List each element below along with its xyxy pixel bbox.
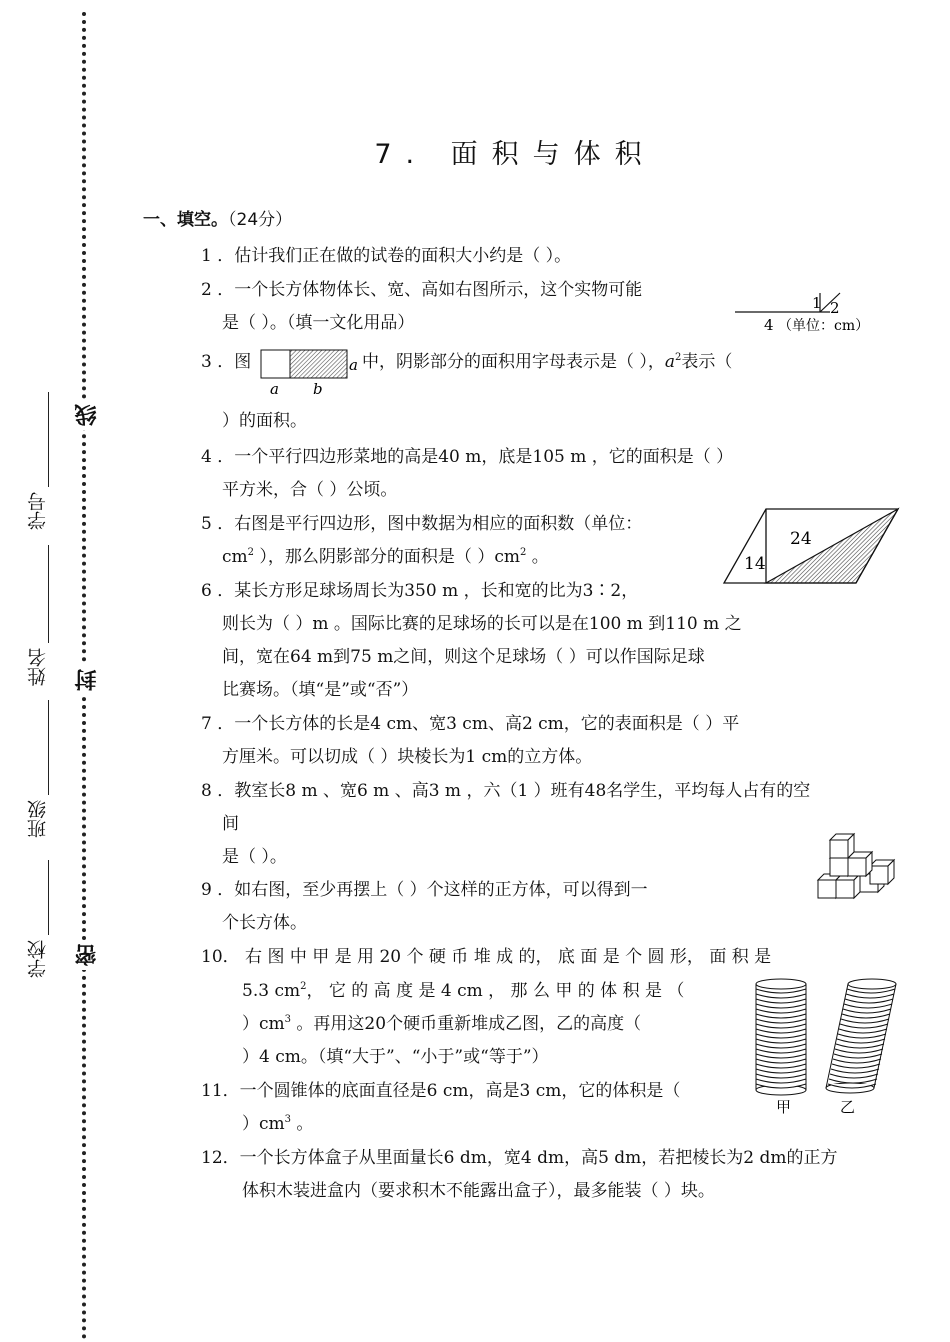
school-label: 学校 [27, 940, 49, 978]
school-blank [48, 860, 49, 935]
q5-line2 [222, 546, 549, 568]
name-label: 姓名 [27, 648, 49, 686]
q11-line1: 11．一个圆锥体的底面直径是6 cm，高是3 cm，它的体积是（ [201, 1081, 681, 1101]
q3-prefix: 3 ．图 [201, 352, 252, 372]
q6-line1: 6 ．某长方形足球场周长为350 m ，长和宽的比为3∶2， [201, 581, 639, 601]
q12-line2: 体积木装进盒内（要求积木不能露出盒子），最多能装（ ）块。 [242, 1181, 715, 1201]
q2-fig-unit: （单位：cm） [778, 318, 870, 334]
q3-mid: 中，阴影部分的面积用字母表示是（ ）， [362, 352, 665, 372]
q7-line2: 方厘米。可以切成（ ）块棱长为1 cm的立方体。 [222, 747, 593, 767]
q10-line1: 10． 右 图 中 甲 是 用 20 个 硬 币 堆 成 的， 底 面 是 个 圆 形， 面 积 是 [201, 947, 772, 967]
q10-tail: 。再用这20个硬币重新堆成乙图，乙的高度（ [291, 1014, 642, 1034]
q9-line1: 9 ．如右图，至少再摆上（ ）个这样的正方体，可以得到一 [201, 880, 648, 900]
q4-line1: 4 ．一个平行四边形菜地的高是40 m，底是105 m ，它的面积是（ ） [201, 447, 734, 467]
q10-exp1: 2 [300, 981, 307, 992]
q1-line: 1 ．估计我们正在做的试卷的面积大小约是（ ）。 [201, 246, 572, 266]
q5-unit: cm [222, 547, 248, 567]
q5-mid: ），那么阴影部分的面积是（ ）cm [254, 547, 520, 567]
q10-fig-jia: 甲 [776, 1098, 792, 1116]
q9-cubes-figure [814, 828, 898, 904]
q3-tail: 表示（ [681, 352, 733, 372]
seal-xian: 线 [72, 400, 103, 430]
number-label: 学号 [27, 492, 49, 530]
q5-line1: 5 ．右图是平行四边形，图中数据为相应的面积数（单位： [201, 514, 643, 534]
q5-end: 。 [526, 547, 549, 567]
q8-line1: 8 ．教室长8 m 、宽6 m 、高3 m ，六（1 ）班有48名学生，平均每人占有的空 [201, 781, 811, 801]
q8-line3: 是（ ）。 [222, 847, 287, 867]
q5-parallelogram-figure [722, 504, 902, 586]
q3-line2: ）的面积。 [222, 411, 307, 431]
page-title: 7. 面积与体积 [374, 139, 656, 170]
q2-fig-length: 4 [764, 316, 774, 334]
section-heading-text: 一、填空。 [143, 210, 228, 230]
q11-end: 。 [291, 1114, 314, 1134]
q9-line2: 个长方体。 [222, 913, 307, 933]
q10-fig-yi: 乙 [840, 1098, 856, 1116]
q6-line3: 间，宽在64 m到75 m之间，则这个足球场（ ）可以作国际足球 [222, 647, 705, 667]
q2-cuboid-figure [730, 288, 880, 338]
q3-var: a [664, 352, 676, 372]
q10-coins-figure [748, 972, 898, 1120]
q10-mid: ， 它 的 高 度 是 4 cm ， 那 么 甲 的 体 积 是 （ [306, 981, 685, 1001]
q3-rectangle-figure [260, 348, 360, 398]
section-score: （24分） [228, 210, 293, 230]
q2-line1: 2 ．一个长方体物体长、宽、高如右图所示，这个实物可能 [201, 280, 643, 300]
q7-line1: 7 ．一个长方体的长是4 cm、宽3 cm、高2 cm，它的表面积是（ ）平 [201, 714, 740, 734]
q5-fig-14: 14 [744, 554, 766, 574]
class-blank [48, 700, 49, 795]
q6-line2: 则长为（ ）m 。国际比赛的足球场的长可以是在100 m 到110 m 之 [222, 614, 742, 634]
section-heading [143, 205, 292, 230]
q3-fig-side: a [349, 356, 358, 374]
class-label: 班级 [27, 800, 49, 838]
q10-line3 [242, 1013, 641, 1035]
q8-line2: 间 [222, 814, 239, 834]
number-blank [48, 392, 49, 487]
q3-exp: 2 [675, 352, 682, 363]
q10-line2 [242, 980, 684, 1002]
q2-fig-height: 2 [830, 299, 840, 317]
q11-exp: 3 [284, 1114, 292, 1125]
q6-line4: 比赛场。（填“是”或“否”） [222, 680, 419, 700]
q4-line2: 平方米，合（ ）公顷。 [222, 480, 398, 500]
q10-exp2: 3 [284, 1014, 292, 1025]
seal-feng: 封 [72, 665, 103, 695]
q5-exp2: 2 [519, 547, 527, 558]
q10-line4: ）4 cm。（填“大于”、“小于”或“等于”） [242, 1047, 549, 1067]
q3-line1 [362, 351, 732, 373]
name-blank [48, 545, 49, 643]
q10-vol-unit: ）cm [242, 1014, 285, 1034]
q11-line2 [242, 1113, 313, 1135]
q3-fig-b: b [313, 380, 323, 398]
q5-fig-24: 24 [790, 529, 812, 549]
seal-mi: 密 [72, 940, 103, 970]
q2-line2: 是（ ）。（填一文化用品） [222, 313, 415, 333]
q3-fig-a: a [270, 380, 279, 398]
q5-exp1: 2 [247, 547, 255, 558]
q2-fig-width: 1 [812, 294, 822, 312]
q10-area: 5.3 cm [242, 981, 301, 1001]
q11-unit: ）cm [242, 1114, 285, 1134]
q12-line1: 12．一个长方体盒子从里面量长6 dm，宽4 dm，高5 dm，若把棱长为2 dm的正方 [201, 1148, 838, 1168]
